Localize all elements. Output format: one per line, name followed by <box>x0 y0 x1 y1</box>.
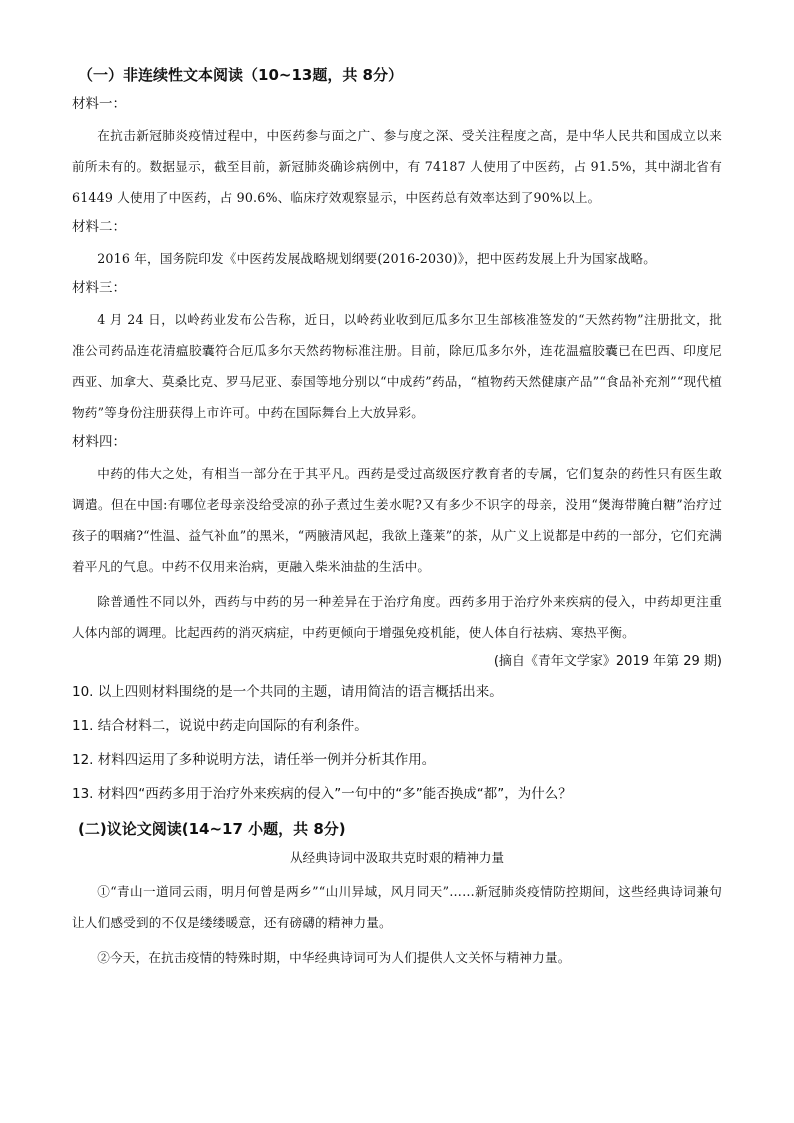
question-11: 11. 结合材料二，说说中药走向国际的有利条件。 <box>72 718 368 734</box>
material-4-paragraph-1: 中药的伟大之处，有相当一部分在于其平凡。西药是受过高级医疗教育者的专属，它们复杂的药性只有医生敢调遣。但在中国:有哪位老母亲没给受凉的孙子煮过生姜水呢?又有多少不识字的母亲，没用“煲海带腌白糖”治疗过孩子的咽痛?“性温、益气补血”的黑米，“两腋清风起，我欲上蓬莱”的茶，从广义上说都是中药的一部分，它们充满着平凡的气息。中药不仅用来治病，更融入柴米油盐的生活中。 <box>72 466 722 574</box>
material-3-text: 4 月 24 日，以岭药业发布公告称，近日，以岭药业收到厄瓜多尔卫生部核准签发的“天然药物”注册批文，批准公司药品连花清瘟胶囊符合厄瓜多尔天然药物标准注册。目前，除厄瓜多尔外，连花温瘟胶囊已在巴西、印度尼西亚、加拿大、莫桑比克、罗马尼亚、泰国等地分别以“中成药”药品，“植物药天然健康产品”“食品补充剂”“现代植物药”等身份注册获得上市许可。中药在国际舞台上大放异彩。 <box>72 312 722 420</box>
material-4-paragraph-2: 除普通性不同以外，西药与中药的另一种差异在于治疗角度。西药多用于治疗外来疾病的侵入，中药却更注重人体内部的调理。比起西药的消灭病症，中药更倾向于增强免疫机能，使人体自行祛病、寒热平衡。 <box>72 594 722 640</box>
section2-heading: (二)议论文阅读(14~17 小题，共 8分) <box>78 820 346 838</box>
essay-title: 从经典诗词中汲取共克时艰的精神力量 <box>289 850 505 865</box>
material-1-text: 在抗击新冠肺炎疫情过程中，中医药参与面之广、参与度之深、受关注程度之高，是中华人民共和国成立以来前所未有的。数据显示，截至目前，新冠肺炎确诊病例中，有 74187 人使用了中医药，占 91.5%，其中湖北省有 61449 人使用了中医药，占 90.6%、临床疗效观察显示，中医药总有效率达到了90%以上。 <box>72 128 722 205</box>
source-citation: (摘自《青年文学家》2019 年第 29 期) <box>493 654 722 669</box>
material-4-label: 材料四： <box>72 434 126 450</box>
question-13: 13. 材料四“西药多用于治疗外来疾病的侵入”一句中的“多”能否换成“都”，为什么？ <box>72 786 572 802</box>
question-12: 12. 材料四运用了多种说明方法，请任举一例并分析其作用。 <box>72 752 436 768</box>
material-2-label: 材料二： <box>72 219 126 235</box>
essay-paragraph-2: ②今天，在抗击疫情的特殊时期，中华经典诗词可为人们提供人文关怀与精神力量。 <box>97 950 571 965</box>
section1-heading: （一）非连续性文本阅读（10~13题，共 8分） <box>78 66 403 84</box>
material-3-label: 材料三： <box>72 280 126 296</box>
question-10: 10. 以上四则材料围绕的是一个共同的主题，请用简洁的语言概括出来。 <box>72 684 503 700</box>
material-2-text: 2016 年，国务院印发《中医药发展战略规划纲要(2016-2030)》，把中医药发展上升为国家战略。 <box>97 251 657 266</box>
essay-paragraph-1: ①“青山一道同云雨，明月何曾是两乡”“山川异域，风月同天”……新冠肺炎疫情防控期间，这些经典诗词兼句让人们感受到的不仅是缕缕暖意，还有磅礴的精神力量。 <box>72 884 722 930</box>
material-1-label: 材料一： <box>72 96 126 112</box>
